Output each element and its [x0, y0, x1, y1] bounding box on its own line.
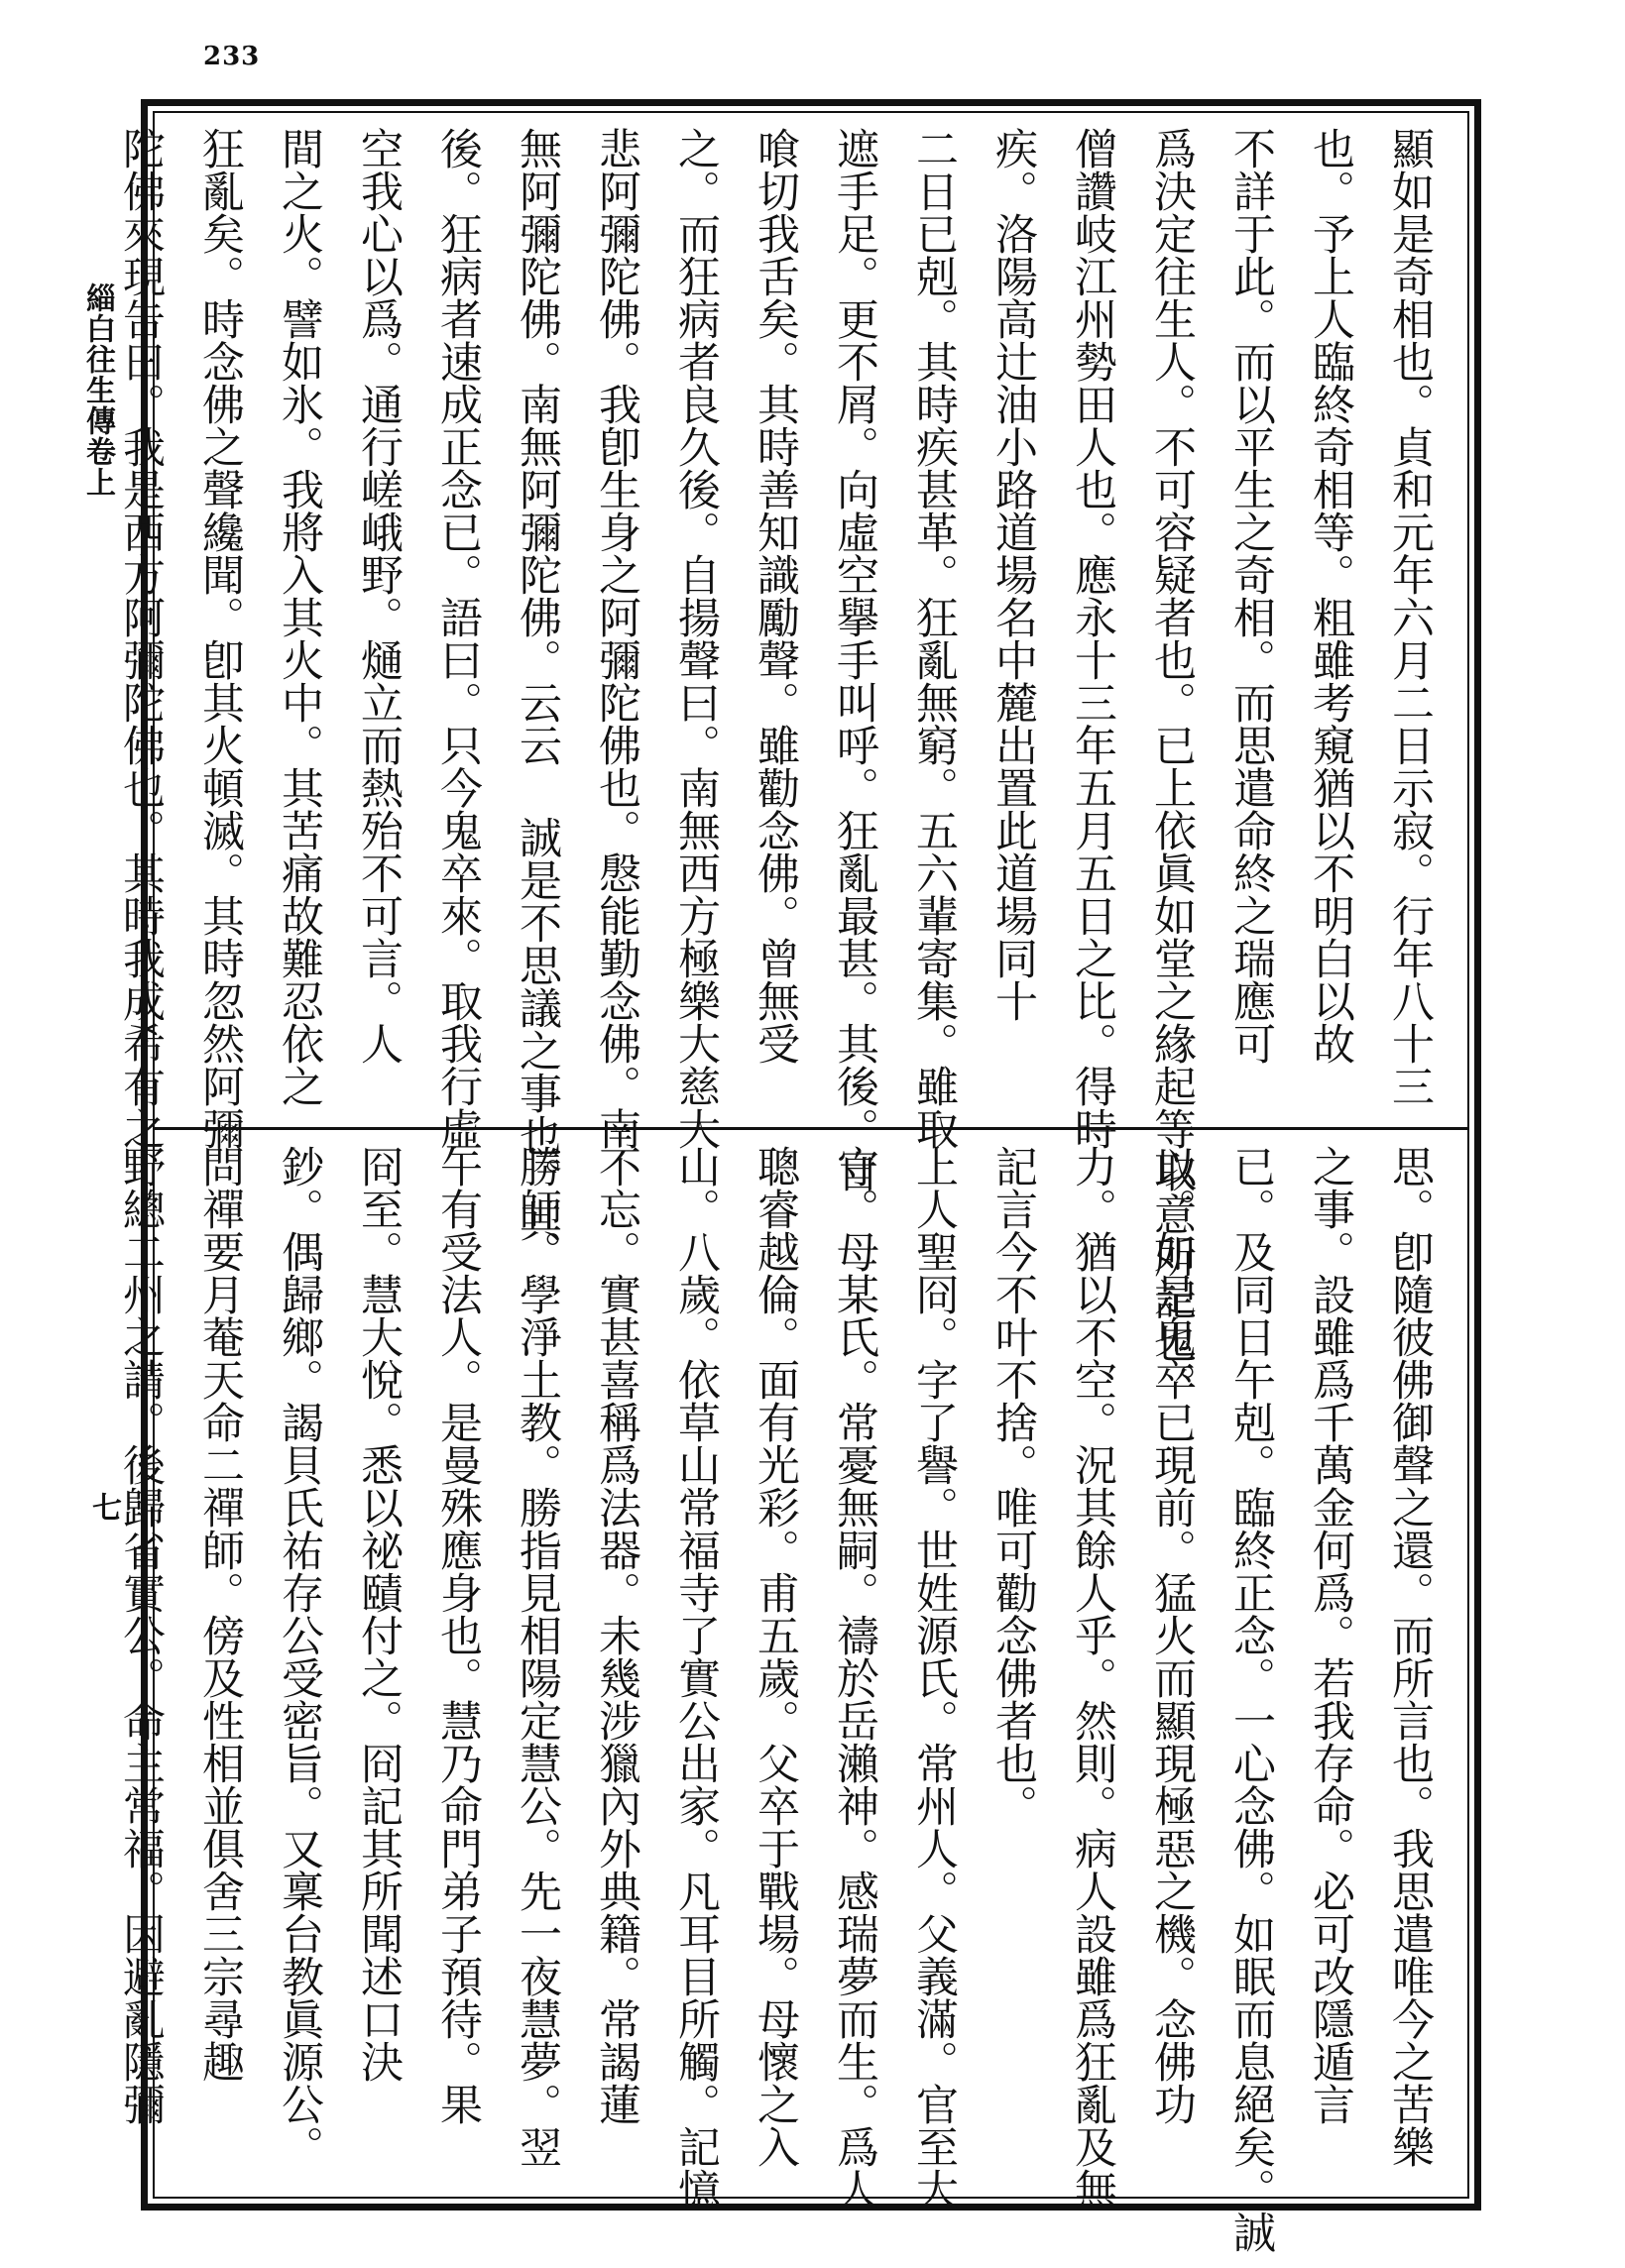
page-number: 233	[203, 42, 261, 71]
text-column: 上人聖冏。字了譽。世姓源氏。常州人。父義滿。官至大	[909, 1145, 959, 2211]
text-column: 陀佛來現告曰。我是西方阿彌陀佛也。其時我成希有之	[116, 127, 166, 1150]
text-column: 野總二州之請。後歸省實公。命主常福。因避亂隱彌	[116, 1145, 166, 2125]
text-column: 遮手足。更不屑。向虛空擧手叫呼。狂亂最甚。其後。自	[830, 127, 879, 1192]
text-column: 爲決定往生人。不可容疑者也。已上依眞如堂之緣起等取意所記也。	[1147, 127, 1197, 1406]
text-column: 喰切我舌矣。其時善知識勵聲。雖勸念佛。曾無受	[751, 127, 800, 1065]
text-column: 後。狂病者速成正念已。語曰。只今鬼卒來。取我行虛	[433, 127, 483, 1150]
text-column: 僧讚岐江州勢田人也。應永十三年五月五日之比。得時	[1068, 127, 1117, 1150]
text-column: 勝師。學淨土教。勝指見相陽定慧公。先一夜慧夢。翌	[513, 1145, 562, 2168]
text-column: 記言今不叶不捨。唯可勸念佛者也。	[988, 1145, 1038, 1827]
text-column: 無阿彌陀佛。南無阿彌陀佛。云云 誠是不思議之事也。其	[513, 127, 562, 1242]
text-column: 悲阿彌陀佛。我卽生身之阿彌陀佛也。慇能勤念佛。南	[592, 127, 641, 1150]
text-column: 狂亂矣。時念佛之聲纔聞。卽其火頓滅。其時忽然阿彌	[195, 127, 245, 1150]
lower-text-block	[116, 1145, 1450, 2253]
text-column: 已。及同日午剋。臨終正念。一心念佛。如眠而息絕矣。誠	[1226, 1145, 1276, 2253]
text-column: 不忘。實甚喜稱爲法器。未幾涉獵內外典籍。常謁蓮	[592, 1145, 641, 2125]
text-column: 之。而狂病者良久後。自揚聲曰。南無西方極樂大慈大	[671, 127, 721, 1150]
text-column: 午有受法人。是曼殊應身也。慧乃命門弟子預待。果	[433, 1145, 483, 2125]
text-column: 也。予上人臨終奇相等。粗雖考窺猶以不明白以故	[1306, 127, 1355, 1065]
text-column: 疾。洛陽高辻油小路道場名中麓出置此道場同十	[988, 127, 1038, 1022]
margin-folio-number: 七	[86, 1492, 121, 1522]
text-column: 冏至。慧大悅。悉以祕賾付之。冏記其所聞述口決	[354, 1145, 404, 2083]
text-column: 二日已剋。其時疾甚革。狂亂無窮。五六輩寄集。雖取	[909, 127, 959, 1150]
text-column: 顯如是奇相也。貞和元年六月二日示寂。行年八十三	[1385, 127, 1435, 1107]
text-column: 空我心以爲。通行嵯峨野。熥立而熱殆不可言。人	[354, 127, 404, 1065]
text-column: 聰睿越倫。面有光彩。甫五歲。父卒于戰場。母懷之入	[751, 1145, 800, 2168]
text-column: 守。母某氏。常憂無嗣。禱於岳瀨神。感瑞夢而生。爲人	[830, 1145, 879, 2211]
text-column: 間之火。譬如氷。我將入其火中。其苦痛故難忍依之	[275, 127, 324, 1107]
text-column: 力。猶以不空。況其餘人乎。然則。病人設雖爲狂亂及無	[1068, 1145, 1117, 2211]
text-column: 不詳于此。而以平生之奇相。而思遣命終之瑞應可	[1226, 127, 1276, 1065]
margin-running-title: 緇白往生傳卷上	[80, 283, 115, 498]
text-column: 之事。設雖爲千萬金何爲。若我存命。必可改隱遁言	[1306, 1145, 1355, 2125]
text-column: 思。卽隨彼佛御聲之還。而所言也。我思遣唯今之苦樂	[1385, 1145, 1435, 2168]
text-column: 鈔。偶歸鄉。謁貝氏祐存公受密旨。又稟台教眞源公。	[275, 1145, 324, 2168]
section-divider	[153, 1127, 1469, 1130]
text-column: 以。如是鬼卒已現前。猛火而顯現極惡之機。念佛功	[1147, 1145, 1197, 2125]
upper-text-block	[116, 127, 1450, 1406]
text-column: 問禪要月菴天命二禪師。傍及性相並俱舍三宗尋趣	[195, 1145, 245, 2083]
text-column: 山。八歲。依草山常福寺了實公出家。凡耳目所觸。記憶	[671, 1145, 721, 2211]
